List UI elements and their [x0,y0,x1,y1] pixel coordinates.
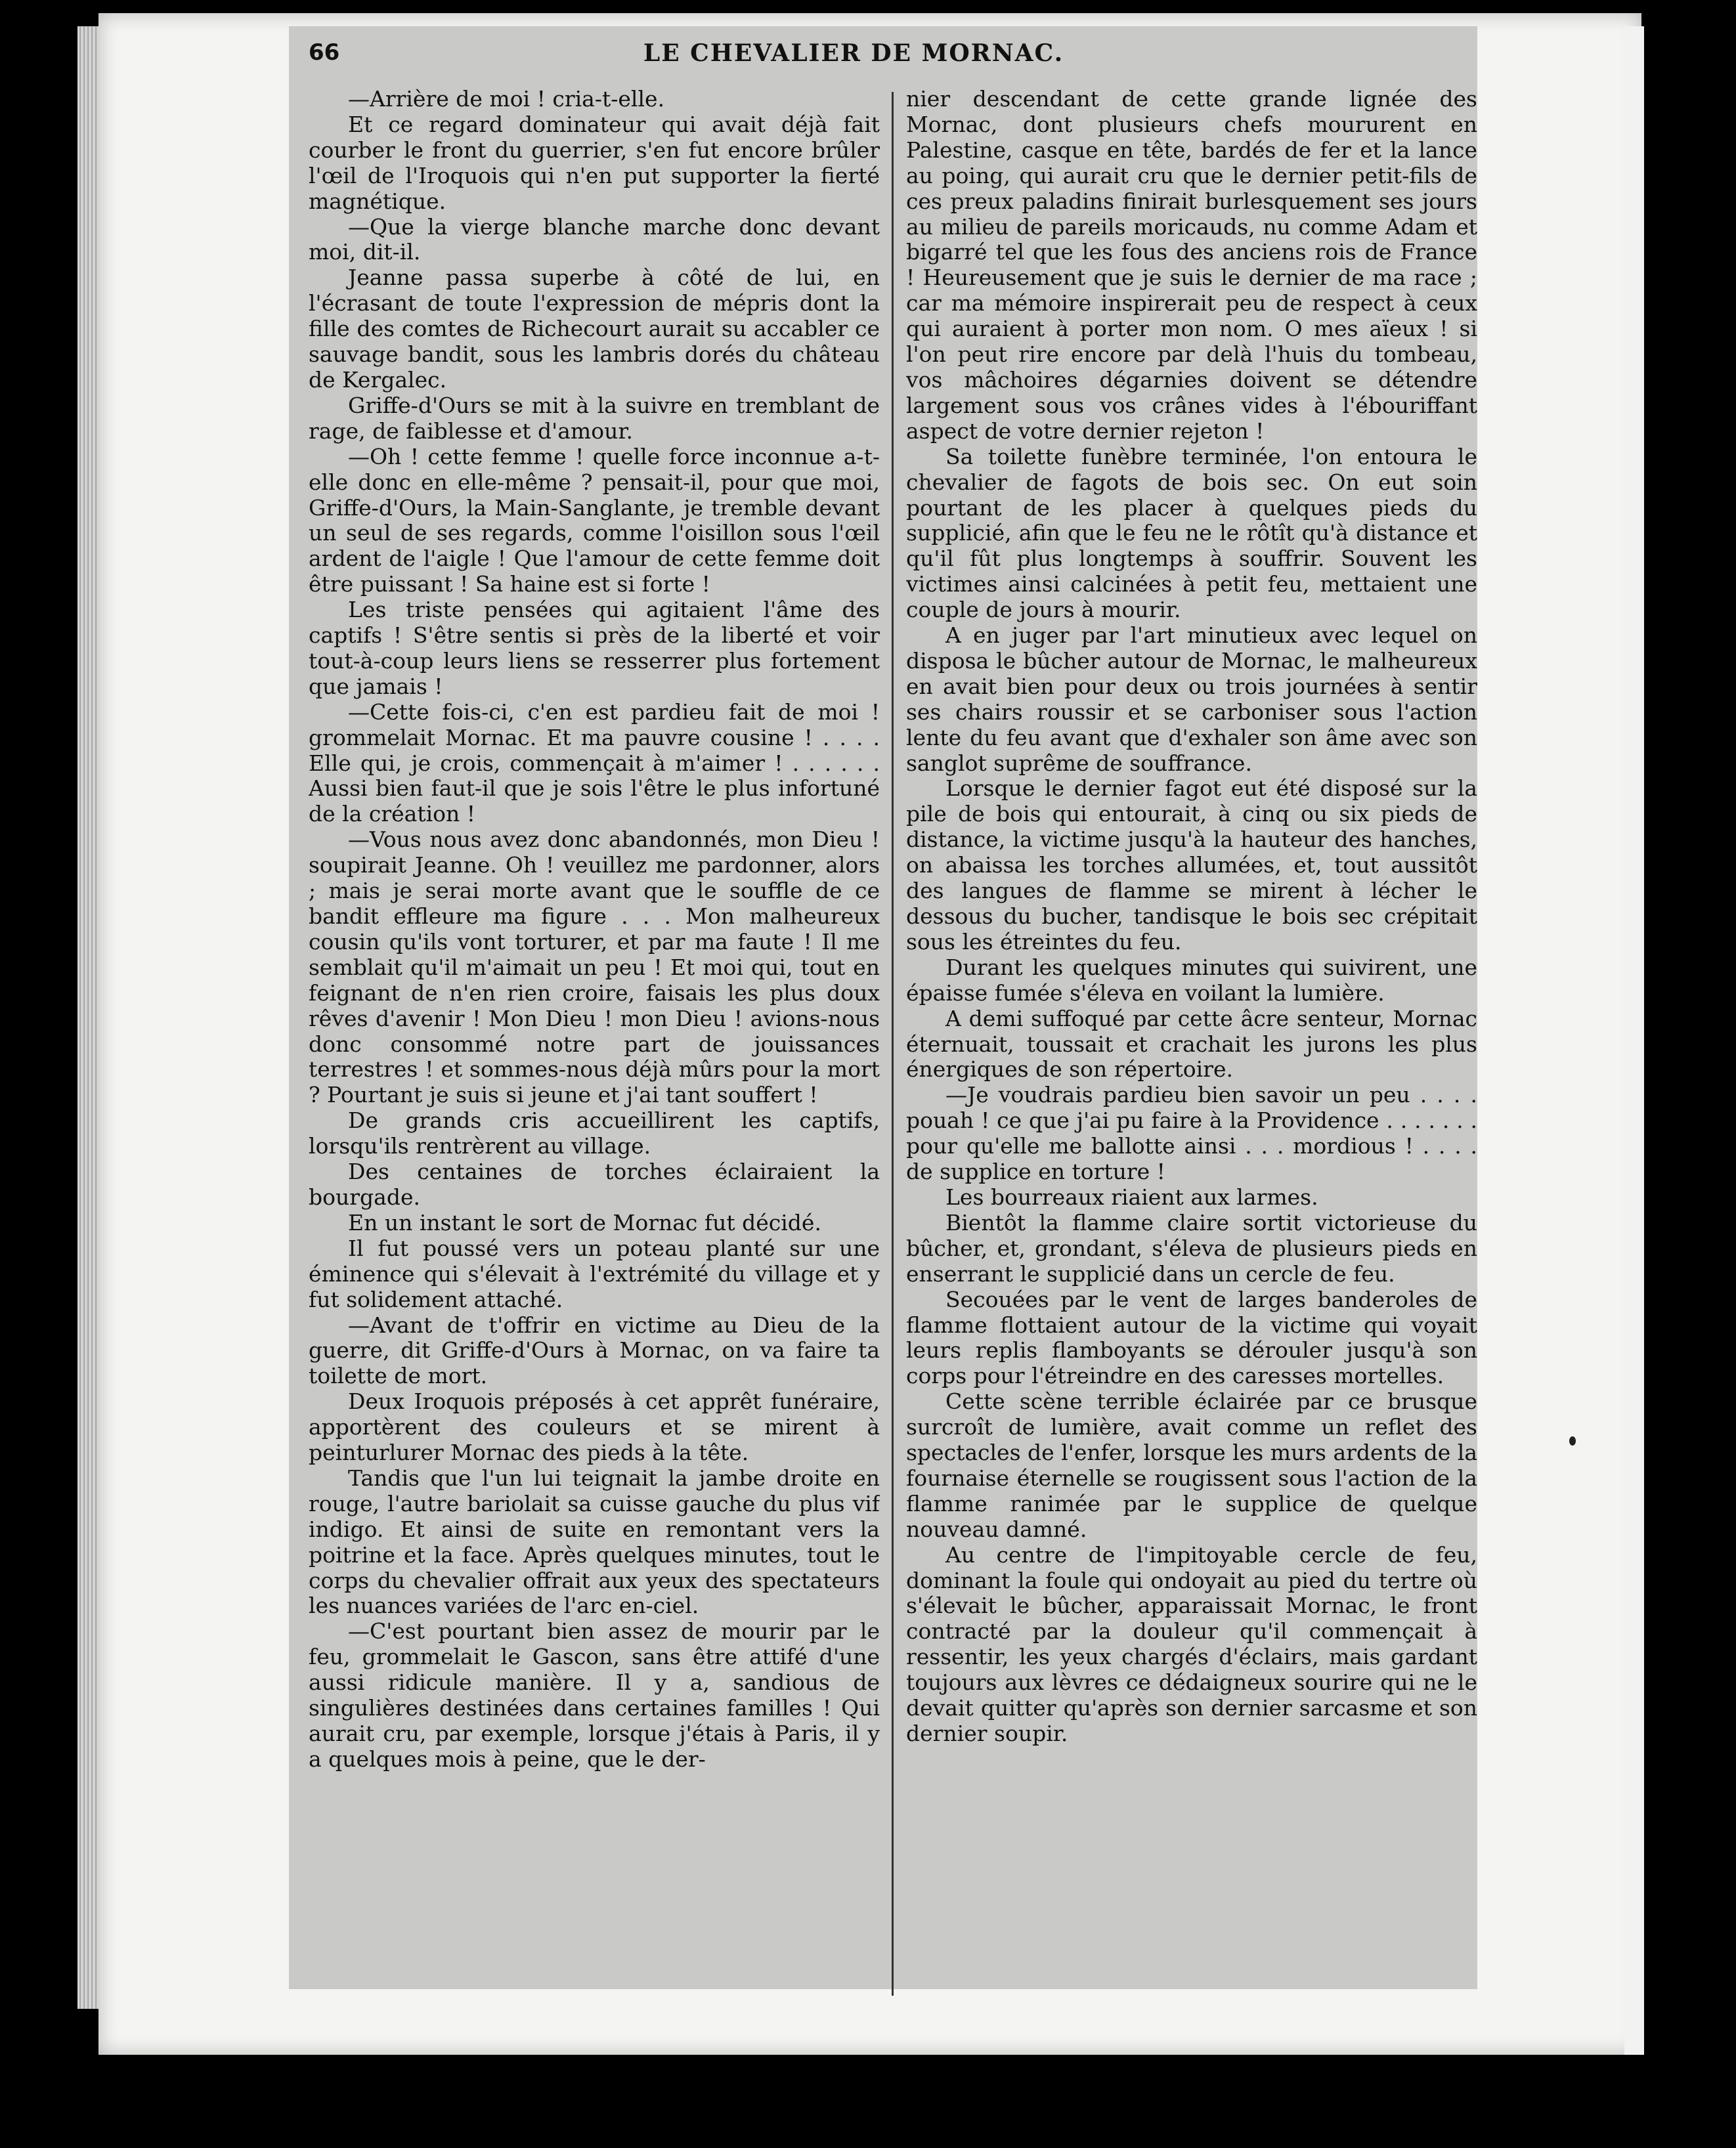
paragraph-continued: nier descendant de cette grande lignée des Mornac, dont plusieurs chefs moururent en Palestine, casque en tête, bardés de fer et la lance au poing, qui aurait cru que le dernier petit-fils de ces preux paladins finirait burlesquement ses jours au milieu de pareils moricauds, nu comme Adam et bigarré tel que les fous des anciens rois de France ! Heureusement que je suis le dernier de ma race ; car ma mémoire inspirerait peu de respect à ceux qui auraient à porter mon nom. O mes aïeux ! si l'on peut rire encore par delà l'huis du tombeau, vos mâchoires dégarnies doivent se détendre largement sous vos crânes vides à l'ébouriffant aspect de votre dernier rejeton ! [906,87,1477,444]
paragraph: Cette scène terrible éclairée par ce brusque surcroît de lumière, avait comme un reflet des spectacles de l'enfer, lorsque les murs ardents de la fournaise éternelle se rougissent sous l'action de la flamme ranimée par le supplice de quelque nouveau damné. [906,1388,1477,1542]
page-header [309,39,1471,79]
paragraph: A en juger par l'art minutieux avec lequel on disposa le bûcher autour de Mornac, le malheureux en avait bien pour deux ou trois journées à sentir ses chairs roussir et se carboniser sous l'action lente du feu avant que d'exhaler son âme avec son sanglot suprême de souffrance. [906,622,1477,776]
left-column [309,87,880,1990]
paragraph: De grands cris accueillirent les captifs, lorsqu'ils rentrèrent au village. [309,1107,880,1159]
paragraph: —Arrière de moi ! cria-t-elle. [348,87,665,112]
paragraph: Tandis que l'un lui teignait la jambe droite en rouge, l'autre bariolait sa cuisse gauche du plus vif indigo. Et ainsi de suite en remontant vers la poitrine et la face. Après quelques minutes, tout le corps du chevalier offrait aux yeux des spectateurs les nuances variées de l'arc en-ciel. [309,1465,880,1619]
paragraph: Les bourreaux riaient aux larmes. [945,1184,1318,1210]
paragraph: Griffe-d'Ours se mit à la suivre en tremblant de rage, de faiblesse et d'amour. [309,392,880,444]
paragraph: Bientôt la flamme claire sortit victorieuse du bûcher, et, grondant, s'éleva de plusieurs pieds en enserrant le supplicié dans un cercle de feu. [906,1209,1477,1287]
right-column [906,87,1477,1990]
paragraph: Sa toilette funèbre terminée, l'on entoura le chevalier de fagots de bois sec. On eut soin pourtant de les placer à quelques pieds du supplicié, afin que le feu ne le rôtît qu'à distance et qu'il fût plus longtemps à souffrir. Souvent les victimes ainsi calcinées à petit feu, mettaient une couple de jours à mourir. [906,443,1477,623]
paragraph: —Je voudrais pardieu bien savoir un peu . . . . pouah ! ce que j'ai pu faire à la Providence . . . . . . . pour qu'elle me ballotte ainsi . . . mordious ! . . . . de supplice en torture ! [906,1082,1477,1185]
paragraph: A demi suffoqué par cette âcre senteur, Mornac éternuait, toussait et crachait les jurons les plus énergiques de son répertoire. [906,1005,1477,1083]
paragraph: Les triste pensées qui agitaient l'âme des captifs ! S'être sentis si près de la liberté et voir tout-à-coup leurs liens se resserrer plus fortement que jamais ! [309,597,880,699]
paragraph: —C'est pourtant bien assez de mourir par le feu, grommelait le Gascon, sans être attifé d'une aussi ridicule manière. Il y a, sandious de singulières destinées dans certaines familles ! Qui aurait cru, par exemple, lorsque j'étais à Paris, il y a quelques mois à peine, que le der- [309,1618,880,1772]
column-rule [892,92,894,1996]
paragraph: En un instant le sort de Mornac fut décidé. [348,1209,821,1235]
paragraph: Il fut poussé vers un poteau planté sur une éminence qui s'élevait à l'extrémité du village et y fut solidement attaché. [309,1235,880,1312]
page-number: 66 [309,39,340,66]
paragraph: Durant les quelques minutes qui suivirent, une épaisse fumée s'éleva en voilant la lumière. [906,954,1477,1006]
paragraph: Jeanne passa superbe à côté de lui, en l'écrasant de toute l'expression de mépris dont la fille des comtes de Richecourt aurait su accabler ce sauvage bandit, sous les lambris dorés du château de Kergalec. [309,265,880,393]
paragraph: Des centaines de torches éclairaient la bourgade. [309,1159,880,1210]
paragraph: —Avant de t'offrir en victime au Dieu de la guerre, dit Griffe-d'Ours à Mornac, on va faire ta toilette de mort. [309,1312,880,1389]
paragraph: —Que la vierge blanche marche donc devant moi, dit-il. [309,213,880,265]
running-title: LE CHEVALIER DE MORNAC. [643,39,1064,67]
paragraph: —Oh ! cette femme ! quelle force inconnue a-t-elle donc en elle-même ? pensait-il, pour que moi, Griffe-d'Ours, la Main-Sanglante, je tremble devant un seul de ses regards, comme l'oisillon sous l'œil ardent de l'aigle ! Que l'amour de cette femme doit être puissant ! Sa haine est si forte ! [309,443,880,597]
paragraph: Au centre de l'impitoyable cercle de feu, dominant la foule qui ondoyait au pied du tertre où s'élevait le bûcher, apparaissait Mornac, le front contracté par la douleur qu'il commençait à ressentir, les yeux chargés d'éclairs, mais gardant toujours aux lèvres ce dédaigneux sourire qui ne le devait quitter qu'après son dernier sarcasme et son dernier soupir. [906,1541,1477,1746]
ink-speck [1569,1436,1576,1446]
paragraph: Deux Iroquois préposés à cet apprêt funéraire, apportèrent des couleurs et se mirent à peinturlurer Mornac des pieds à la tête. [309,1388,880,1466]
page-margin-right [1624,26,1644,2055]
paragraph: Et ce regard dominateur qui avait déjà fait courber le front du guerrier, s'en fut encore brûler l'œil de l'Iroquois qui n'en put supporter la fierté magnétique. [309,111,880,214]
paragraph: Secouées par le vent de larges banderoles de flamme flottaient autour de la victime qui voyait leurs replis flamboyants se dérouler jusqu'à son corps pour l'étreindre en des caresses mortelles. [906,1286,1477,1389]
paragraph: —Vous nous avez donc abandonnés, mon Dieu ! soupirait Jeanne. Oh ! veuillez me pardonner, alors ; mais je serai morte avant que le souffle de ce bandit effleure ma figure . . . Mon malheureux cousin qu'ils vont torturer, et par ma faute ! Il me semblait qu'il m'aimait un peu ! Et moi qui, tout en feignant de n'en rien croire, faisais les plus doux rêves d'avenir ! Mon Dieu ! mon Dieu ! avions-nous donc consommé notre part de jouissances terrestres ! et sommes-nous déjà mûrs pour la mort ? Pourtant je suis si jeune et j'ai tant souffert ! [309,827,880,1108]
paragraph: —Cette fois-ci, c'en est pardieu fait de moi ! grommelait Mornac. Et ma pauvre cousine ! . . . . Elle qui, je crois, commençait à m'aimer ! . . . . . . Aussi bien faut-il que je sois l'être le plus infortuné de la création ! [309,698,880,827]
paragraph: Lorsque le dernier fagot eut été disposé sur la pile de bois qui entourait, à cinq ou six pieds de distance, la victime jusqu'à la hauteur des hanches, on abaissa les torches allumées, et, tout aussitôt des langues de flamme se mirent à lécher le dessous du bucher, tandisque le bois sec crépitait sous les étreintes du feu. [906,775,1477,955]
